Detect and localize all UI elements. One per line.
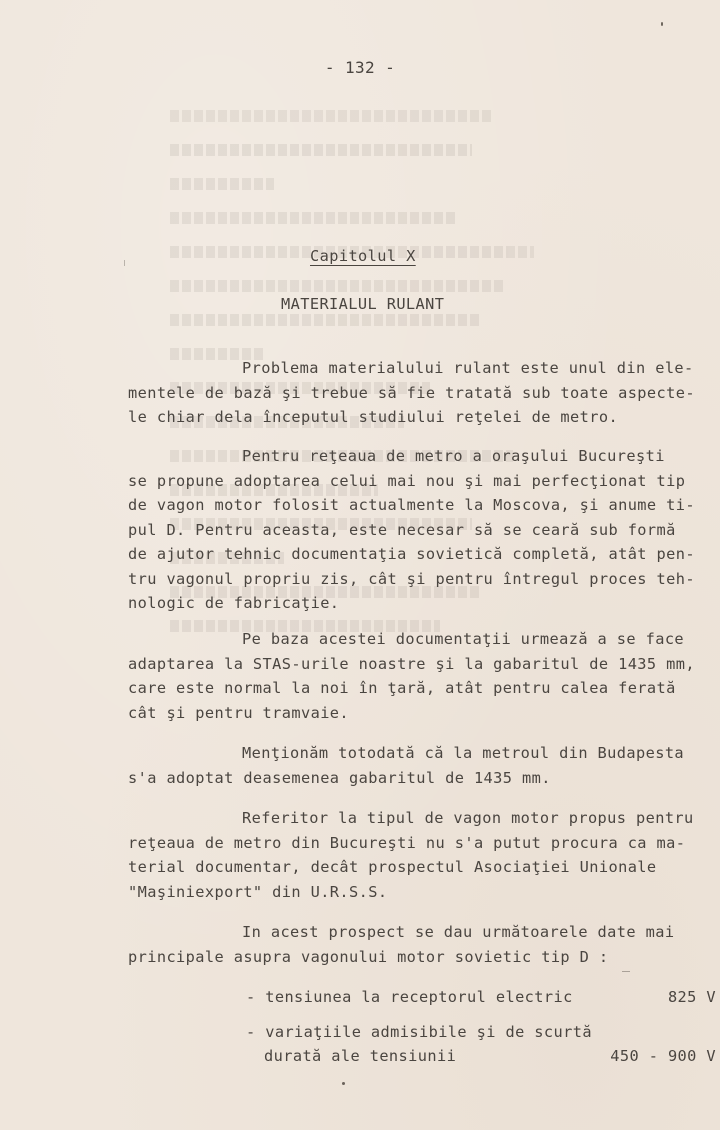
specification-value: 450 - 900 V	[610, 1047, 716, 1065]
text-line: pul D. Pentru aceasta, este necesar să se ceară sub formă	[128, 520, 676, 539]
text-line: principale asupra vagonului motor sovietic tip D :	[128, 947, 609, 966]
text-line: tru vagonul propriu zis, cât şi pentru întregul proces teh-	[128, 569, 695, 588]
specification-list	[246, 985, 716, 1069]
chapter-title: Capitolul X	[310, 247, 416, 265]
scan-speck	[622, 971, 630, 972]
text-line: Problema materialului rulant este unul din ele-	[242, 359, 694, 377]
paragraph	[128, 627, 708, 725]
chapter-subtitle: MATERIALUL RULANT	[281, 295, 445, 313]
specification-item	[246, 985, 716, 1010]
text-line: s'a adoptat deasemenea gabaritul de 1435 mm.	[128, 768, 551, 787]
text-line: Referitor la tipul de vagon motor propus pentru	[242, 809, 694, 827]
scan-speck	[661, 22, 663, 26]
text-line: adaptarea la STAS-urile noastre şi la gabaritul de 1435 mm,	[128, 654, 695, 673]
specification-value: 825 V	[667, 988, 716, 1006]
text-line: terial documentar, decât prospectul Asociaţiei Unionale	[128, 858, 657, 876]
specification-item-continued	[246, 1044, 716, 1069]
scan-speck	[124, 260, 125, 266]
page-number: - 132 -	[324, 58, 396, 77]
text-line: de ajutor tehnic documentaţia sovietică completă, atât pen-	[128, 545, 695, 563]
text-line: de vagon motor folosit actualmente la Moscova, şi anume ti-	[128, 496, 695, 514]
text-line: "Maşiniexport" din U.R.S.S.	[128, 882, 388, 901]
paragraph	[128, 806, 708, 904]
specification-label: - variaţiile admisibile şi de scurtă	[246, 1022, 592, 1041]
text-line: Pentru reţeaua de metro a oraşului Bucureşti	[242, 447, 665, 465]
scan-speck	[342, 1082, 345, 1085]
text-line: In acest prospect se dau următoarele date mai	[242, 923, 675, 941]
paragraph	[128, 444, 708, 616]
paragraph	[128, 741, 708, 790]
text-line: se propune adoptarea celui mai nou şi mai perfecţionat tip	[128, 471, 686, 490]
text-line: le chiar dela începutul studiului reţelei de metro.	[128, 408, 619, 426]
text-line: Menţionăm totodată că la metroul din Budapesta	[242, 744, 685, 762]
text-line: cât şi pentru tramvaie.	[128, 703, 350, 722]
text-line: care este normal la noi în ţară, atât pentru calea ferată	[128, 679, 676, 697]
specification-item	[246, 1020, 716, 1045]
text-line: reţeaua de metro din Bucureşti nu s'a putut procura ca ma-	[128, 833, 686, 852]
specification-label: durată ale tensiunii	[264, 1047, 457, 1065]
paragraph	[128, 920, 708, 969]
paragraph	[128, 356, 708, 430]
text-line: nologic de fabricaţie.	[128, 594, 340, 612]
specification-label: - tensiunea la receptorul electric	[246, 988, 573, 1006]
text-line: Pe baza acestei documentaţii urmează a se face	[242, 630, 685, 648]
text-line: mentele de bază şi trebue să fie tratată sub toate aspecte-	[128, 383, 695, 402]
